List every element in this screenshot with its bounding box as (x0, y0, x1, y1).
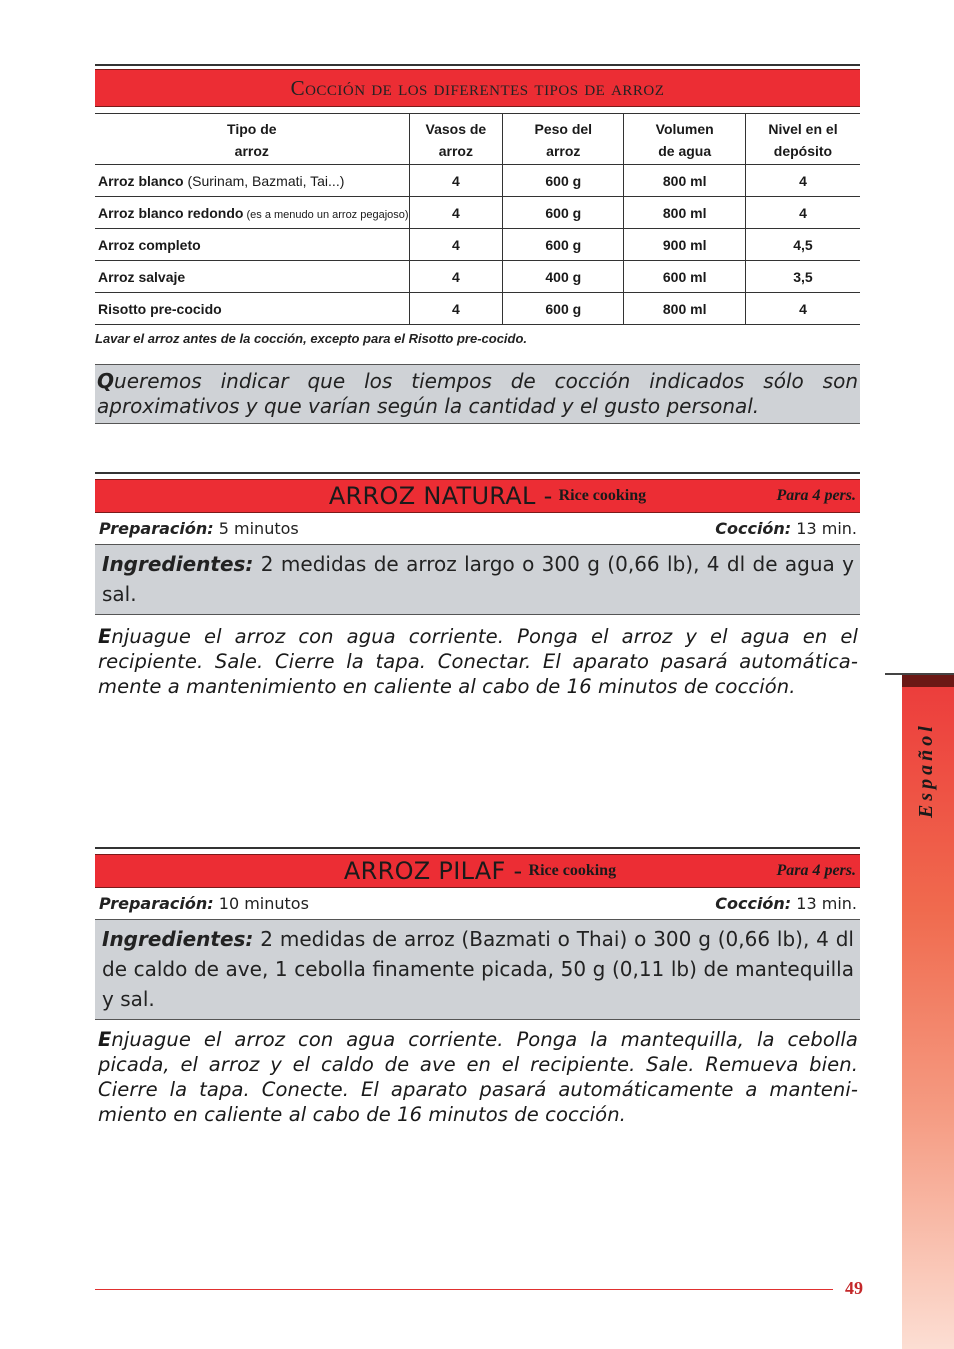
recipe-subtitle: Rice cooking (528, 862, 617, 879)
header-level: Nivel en el depósito (745, 114, 860, 165)
cook-time: Cocción: 13 min. (715, 519, 857, 538)
recipe-meta (95, 889, 860, 919)
ingredients-box (95, 919, 860, 1020)
notice-text: ueremos indicar que los tiempos de cocción indicados sólo son aproximativos y que varían según la cantidad y el gusto personal. (97, 369, 858, 418)
recipe-top-rule (95, 472, 860, 474)
recipe-instructions: Enjuague el arroz con agua corriente. Ponga el arroz y el agua en el recipiente. Sale. Cierre la tapa. Conectar. El aparato pasará automática-mente a mantenimiento en caliente al cabo de 16 minutos de cocción. (98, 625, 858, 698)
table-title-band (95, 69, 860, 107)
recipe-title-band (95, 854, 860, 888)
recipe-instructions: Enjuague el arroz con agua corriente. Ponga la mantequilla, la cebolla picada, el arroz y el caldo de ave en el recipiente. Sale. Remueva bien. Cierre la tapa. Conecte. El aparato pasará automáticamente a manteni-miento en caliente al cabo de 16 minutos de cocción. (98, 1028, 858, 1126)
table-row: Risotto pre-cocido 4 600 g 800 ml 4 (95, 293, 860, 325)
table-row: Arroz salvaje 4 400 g 600 ml 3,5 (95, 261, 860, 293)
table-title: Cocción de los diferentes tipos de arroz (290, 75, 665, 100)
rice-cooking-table (95, 113, 860, 325)
recipe-subtitle: Rice cooking (558, 487, 647, 504)
cook-time: Cocción: 13 min. (715, 894, 857, 913)
header-cups: Vasos de arroz (409, 114, 503, 165)
header-weight: Peso del arroz (503, 114, 624, 165)
ingredients-text: 2 medidas de arroz (Bazmati o Thai) o 300 g (0,66 lb), 4 dl de caldo de ave, 1 cebolla finamente picada, 50 g (0,11 lb) de mantequilla y sal. (102, 927, 854, 1011)
prep-time: Preparación: 5 minutos (99, 519, 299, 538)
notice-box (95, 364, 860, 424)
table-footnote: Lavar el arroz antes de la cocción, excepto para el Risotto pre-cocido. (95, 331, 528, 346)
ingredients-box (95, 544, 860, 615)
table-row: Arroz completo 4 600 g 900 ml 4,5 (95, 229, 860, 261)
ingredients-label: Ingredientes: (102, 927, 254, 951)
prep-time: Preparación: 10 minutos (99, 894, 309, 913)
recipe-title-band (95, 479, 860, 513)
recipe-title: ARROZ NATURAL - (328, 482, 553, 510)
table-row: Arroz blanco (Surinam, Bazmati, Tai...) 4 600 g 800 ml 4 (95, 165, 860, 197)
footer-rule (95, 1289, 833, 1290)
header-water: Volumen de agua (624, 114, 745, 165)
table-row: Arroz blanco redondo (es a menudo un arroz pegajoso) 4 600 g 800 ml 4 (95, 197, 860, 229)
header-type: Tipo de arroz (95, 114, 409, 165)
table-header-row (95, 114, 860, 165)
recipe-servings: Para 4 pers. (776, 487, 856, 504)
recipe-title: ARROZ PILAF - (343, 857, 523, 885)
recipe-top-rule (95, 847, 860, 849)
notice-initial: Q (97, 369, 115, 393)
ingredients-label: Ingredientes: (102, 552, 254, 576)
page-number: 49 (845, 1278, 863, 1298)
ingredients-text: 2 medidas de arroz largo o 300 g (0,66 lb), 4 dl de agua y sal. (102, 552, 854, 606)
side-tab-cap (902, 675, 954, 687)
recipe-servings: Para 4 pers. (776, 862, 856, 879)
table-top-rule (95, 64, 860, 66)
recipe-meta (95, 514, 860, 544)
